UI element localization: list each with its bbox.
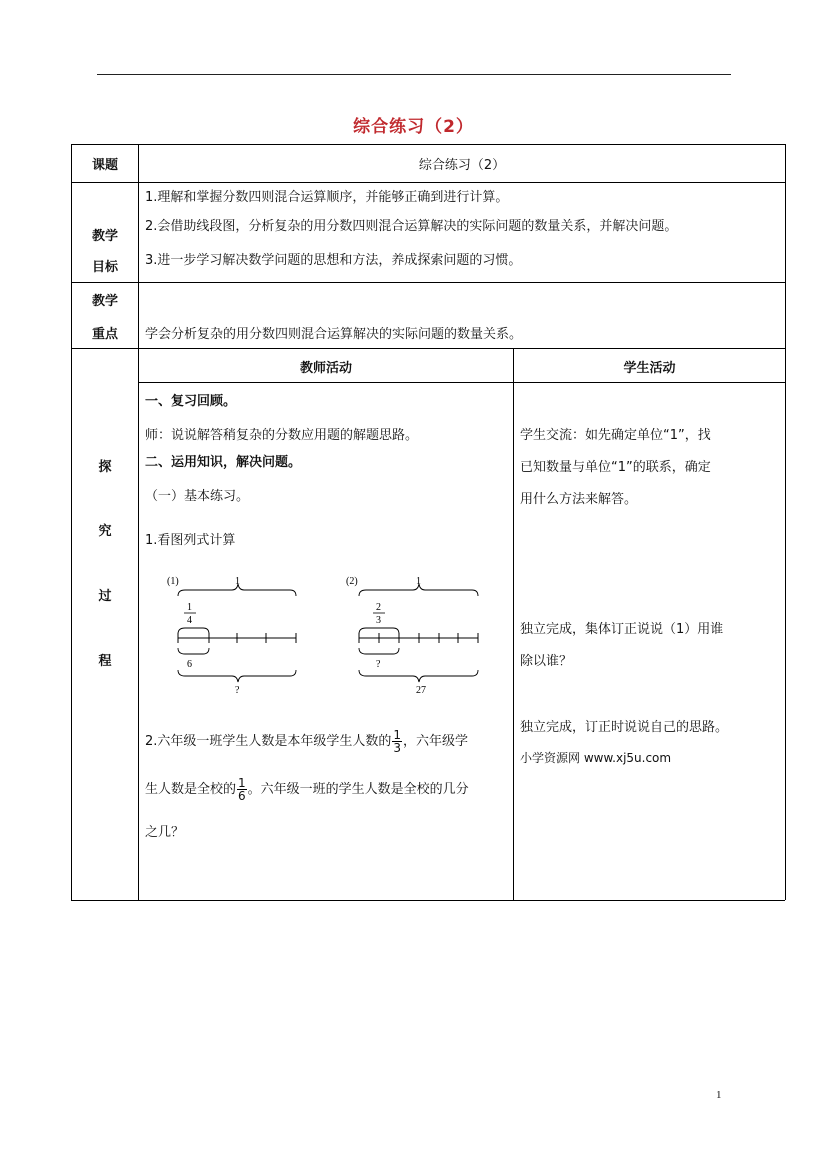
goal-item: 3.进一步学习解决数学问题的思想和方法，养成探索问题的习惯。 [145,253,522,268]
fraction-numerator: 1 [238,776,246,790]
section-apply-heading: 二、运用知识，解决问题。 [145,455,302,470]
diagram-total-brace [178,670,296,682]
student-note: 学生交流：如先确定单位“1”，找 [520,428,711,443]
fraction-denominator: 3 [393,741,402,755]
student-note: 除以谁？ [520,654,573,669]
table-border-right [785,144,786,900]
diagram-label: (1) [167,576,179,587]
exercise-2-text: 之几？ [145,825,185,840]
table-row-divider [71,182,785,183]
exercise-2-text: 2.六年级一班学生人数是本年级学生人数的 [145,734,392,749]
diagram-top-brace [359,584,478,596]
diagram-part-value: 6 [187,659,192,670]
diagram-total-value: ? [235,685,240,696]
table-border-top [71,144,785,145]
fraction-denominator: 6 [238,789,246,803]
subsection-basic-practice: （一）基本练习。 [145,489,250,504]
diagram-fraction-numerator: 1 [187,602,192,613]
diagram-part-brace [178,628,209,634]
diagram-whole-label: 1 [416,576,421,587]
diagram-part-brace-bottom [359,648,399,654]
topic-label: 课题 [91,158,118,173]
goal-item: 2.会借助线段图，分析复杂的用分数四则混合运算解决的实际问题的数量关系，并解决问题。 [145,219,678,234]
table-col-divider [513,348,514,900]
fraction-one-sixth [237,777,247,802]
diagram-fraction-numerator: 2 [376,602,381,613]
diagram-part-brace-bottom [178,648,209,654]
diagram-part-value: ? [376,659,381,670]
line-diagram-2 [344,572,484,696]
teacher-activity-header: 教师活动 [299,361,352,376]
diagram-total-value: 27 [416,685,426,696]
section-review-heading: 一、复习回顾。 [145,394,237,409]
focus-value: 学会分析复杂的用分数四则混合运算解决的实际问题的数量关系。 [145,327,523,342]
exercise-2-text: 。六年级一班的学生人数是全校的几分 [247,782,469,797]
document-title: 综合练习（2） [353,117,474,137]
diagram-whole-label: 1 [235,576,240,587]
process-label-char: 程 [98,654,112,669]
diagram-fraction-denominator: 4 [187,615,192,626]
table-row-divider [138,382,785,383]
goal-item: 1.理解和掌握分数四则混合运算顺序，并能够正确到进行计算。 [145,190,509,205]
focus-label: 重点 [91,327,118,342]
exercise-2-line [145,722,468,762]
table-row-divider [71,348,785,349]
table-col-divider [138,144,139,900]
process-label-char: 究 [98,524,112,539]
process-label-char: 探 [98,460,112,475]
exercise-1-prompt: 1.看图列式计算 [145,533,236,548]
line-diagram-1 [165,572,305,696]
exercise-2-line [145,770,469,810]
student-note: 用什么方法来解答。 [520,492,638,507]
diagram-total-brace [359,670,478,682]
student-note: 已知数量与单位“1”的联系，确定 [520,460,711,475]
exercise-2-text: 生人数是全校的 [145,782,237,797]
goals-label: 目标 [91,260,118,275]
table-row-divider [71,282,785,283]
focus-label: 教学 [91,294,118,309]
fraction-one-third [392,729,402,754]
goals-label: 教学 [91,229,118,244]
student-note: 独立完成，订正时说说自己的思路。 [520,720,729,735]
exercise-2-text: ，六年级学 [403,734,469,749]
student-activity-header: 学生活动 [623,361,676,376]
diagram-label: (2) [346,576,358,587]
student-note: 独立完成，集体订正说说（1）用谁 [520,622,724,637]
diagram-fraction-denominator: 3 [376,615,381,626]
teacher-prompt: 师：说说解答稍复杂的分数应用题的解题思路。 [145,428,419,443]
table-border-bottom [71,900,785,901]
page-number: 1 [716,1089,722,1101]
topic-value: 综合练习（2） [418,158,506,173]
process-label-char: 过 [98,589,112,604]
header-rule [97,74,731,75]
fraction-numerator: 1 [393,728,402,742]
source-watermark-text: 小学资源网 www.xj5u.com [520,751,672,765]
